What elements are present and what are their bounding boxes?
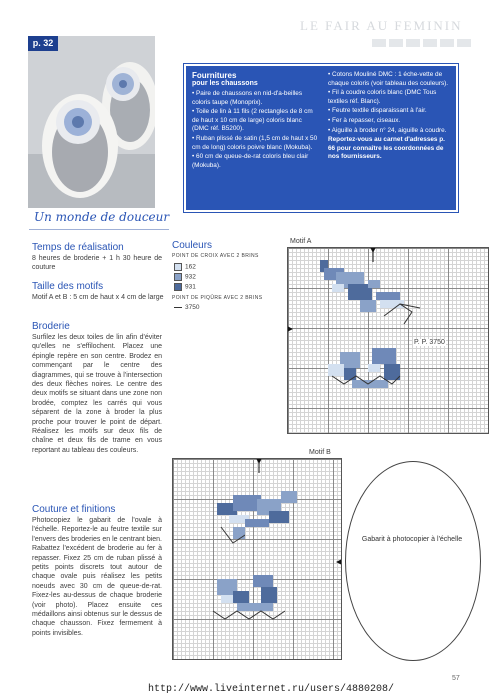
backstitch-label: POINT DE PIQÛRE AVEC 2 BRINS bbox=[172, 295, 263, 301]
template-caption: Gabarit à photocopier à l'échelle bbox=[361, 536, 463, 543]
title-underline bbox=[29, 229, 169, 230]
supplies-column-2 bbox=[328, 71, 452, 163]
flower-motif bbox=[213, 575, 285, 619]
color-code: 162 bbox=[185, 263, 196, 271]
page-reference-badge: p. 32 bbox=[28, 36, 58, 51]
center-arrow-icon bbox=[288, 326, 293, 332]
bird-motif bbox=[217, 491, 297, 543]
backstitch-callout: P. P. 3750 bbox=[414, 339, 445, 346]
color-key-932 bbox=[174, 273, 196, 281]
oval-template bbox=[345, 461, 481, 661]
supplies-box bbox=[184, 64, 458, 212]
magazine-header: LE FAIR AU FEMININ bbox=[300, 18, 463, 33]
sewing-heading: Couture et finitions bbox=[32, 504, 116, 515]
supplier-note: Reportez-vous au carnet d'adresses p. 66 pour connaître les coordonnées de nos fournisseurs. bbox=[328, 136, 445, 161]
section-title: Un monde de douceur bbox=[34, 210, 170, 224]
color-key-931 bbox=[174, 283, 196, 291]
backstitch-key bbox=[174, 304, 199, 311]
embroidery-text: Surfilez les deux toiles de lin afin d'éviter qu'elles ne s'effilochent. Placez une épingle repère en son centre. Brodez en commençant par le centre des diagrammes, qui se trouve à l'intersection des deux flèches noires. Le centre des deux motifs se situant dans une zone non brodée, comptez les carrés qui vous séparent de la zone à broder la plus proche pour trouver le point de départ. Réalisez les motifs sur deux fils de chaîne et deux fils de trame en vous reportant au tableau des couleurs. bbox=[32, 334, 162, 454]
supply-item: • Paire de chaussons en nid-d'a-beilles coloris taupe (Monoprix). bbox=[192, 90, 303, 106]
size-text: Motif A et B : 5 cm de haut x 4 cm de large bbox=[32, 294, 164, 301]
time-heading: Temps de réalisation bbox=[32, 242, 124, 253]
flower-motif bbox=[328, 348, 400, 388]
bird-motif bbox=[320, 260, 420, 324]
supply-item: • Toile de lin à 11 fils (2 rectangles de 8 cm de haut x 10 cm de large) coloris blanc (DMC réf. B5200). bbox=[192, 108, 313, 133]
cross-stitch-label: POINT DE CROIX AVEC 2 BRINS bbox=[172, 253, 259, 259]
color-swatch bbox=[174, 263, 182, 271]
source-url[interactable]: http://www.liveinternet.ru/users/4880208/ bbox=[148, 684, 395, 695]
supply-item: • Fil à coudre coloris blanc (DMC Tous textiles réf. Blanc). bbox=[328, 89, 437, 105]
motif-b-chart bbox=[172, 458, 342, 660]
embroidery-heading: Broderie bbox=[32, 321, 70, 332]
supply-item: • Ruban plissé de satin (1,5 cm de haut x 50 cm de long) coloris poivre blanc (Mokuba). bbox=[192, 134, 318, 151]
color-code: 931 bbox=[185, 283, 196, 291]
center-arrow-icon bbox=[336, 559, 341, 565]
supplies-subtitle: pour les chaussons bbox=[192, 80, 258, 87]
motif-b-label: Motif B bbox=[309, 449, 331, 456]
sewing-text: Photocopiez le gabarit de l'ovale à l'échelle. Reportez-le au feutre textile sur l'envers des broderies en le centrant bien. Rabattez l'excédent de broderie au fer à repasser. Fixez 25 cm de ruban plissé à petits points discrets tout autour de chaque ovale puis réalisez les petits noeuds avec 30 cm de queue-de-rat. Fixez-les au-dessus de chaque broderie (voir photo). Placez ensuite ces médaillons ainsi obtenus sur le dessus de chaque chausson. Fixez fermement à points invisibles. bbox=[32, 517, 162, 637]
header-decoration bbox=[372, 34, 490, 44]
page-number: 57 bbox=[452, 675, 460, 682]
size-heading: Taille des motifs bbox=[32, 281, 104, 292]
backstitch-code: 3750 bbox=[185, 304, 200, 311]
supply-item: • 60 cm de queue-de-rat coloris bleu clair (Mokuba). bbox=[192, 153, 309, 169]
backstitch-line-icon bbox=[174, 307, 182, 308]
motif-a-chart bbox=[287, 247, 489, 434]
supplies-title: Fournitures bbox=[192, 71, 237, 80]
motif-a-label: Motif A bbox=[290, 238, 312, 245]
colors-heading: Couleurs bbox=[172, 240, 213, 251]
color-swatch bbox=[174, 273, 182, 281]
time-text: 8 heures de broderie + 1 h 30 heure de couture bbox=[32, 255, 162, 272]
color-key-162 bbox=[174, 263, 196, 271]
color-code: 932 bbox=[185, 273, 196, 281]
slippers-photo bbox=[28, 36, 155, 208]
supplies-column-1 bbox=[192, 71, 320, 171]
supply-item: • Fer à repasser, ciseaux. bbox=[328, 116, 401, 124]
supply-item: • Feutre textile disparaissant à l'air. bbox=[328, 107, 427, 115]
supply-item: • Aiguille à broder n° 24, aiguille à coudre. bbox=[328, 126, 447, 134]
color-swatch bbox=[174, 283, 182, 291]
supply-item: • Cotons Mouliné DMC : 1 éche-vette de chaque coloris (voir tableau des couleurs). bbox=[328, 71, 449, 87]
